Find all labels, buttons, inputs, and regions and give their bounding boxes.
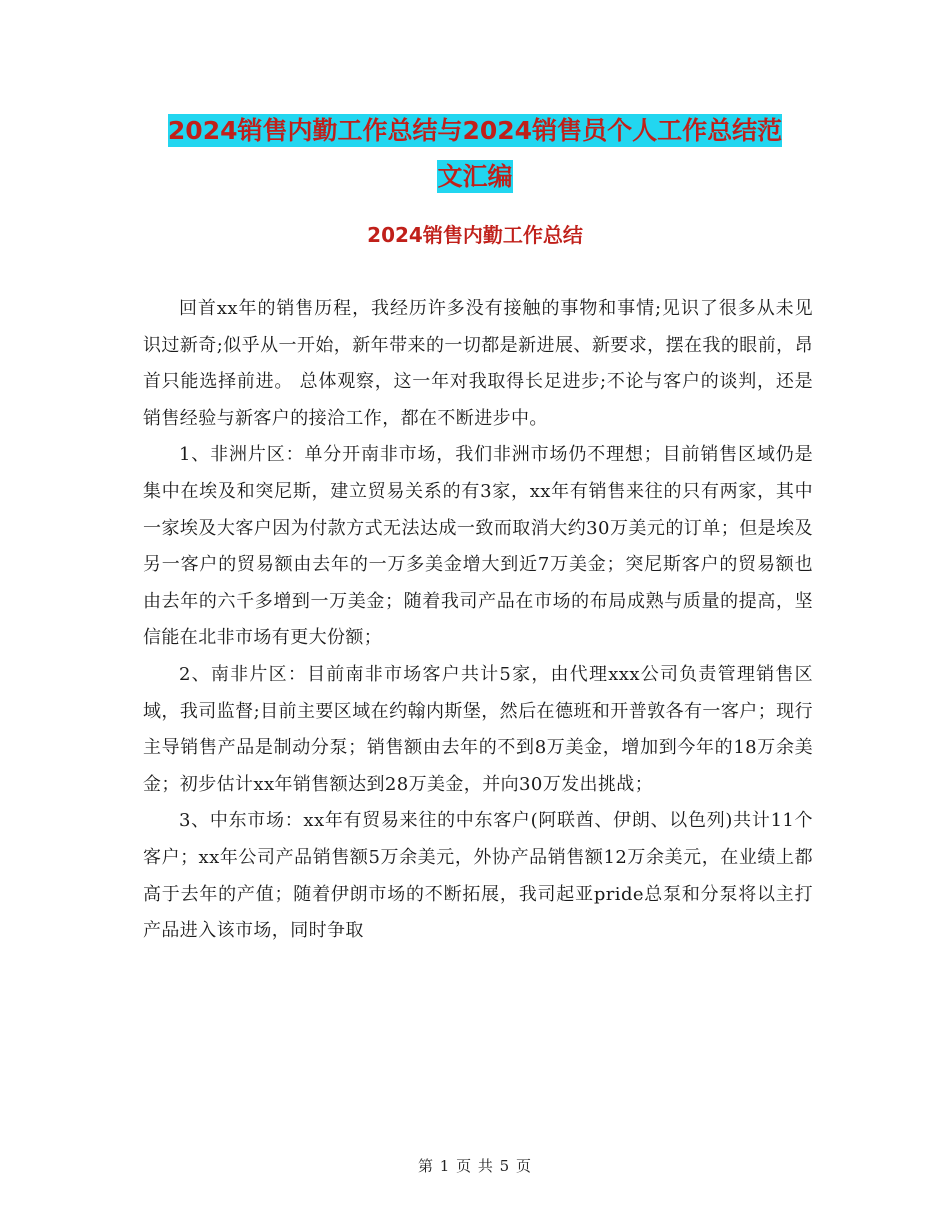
document-body (143, 291, 813, 950)
paragraph-intro: 回首xx年的销售历程，我经历许多没有接触的事物和事情;见识了很多从未见识过新奇;似乎从一开始，新年带来的一切都是新进展、新要求，摆在我的眼前，昂首只能选择前进。 总体观察，这一年对我取得长足进步;不论与客户的谈判，还是销售经验与新客户的接洽工作，都在不断进步中。 (143, 298, 813, 429)
paragraph-africa: 1、非洲片区：单分开南非市场，我们非洲市场仍不理想；目前销售区域仍是集中在埃及和突尼斯，建立贸易关系的有3家，xx年有销售来往的只有两家，其中一家埃及大客户因为付款方式无法达成一致而取消大约30万美元的订单；但是埃及另一客户的贸易额由去年的一万多美金增大到近7万美金；突尼斯客户的贸易额也由去年的六千多增到一万美金；随着我司产品在市场的布局成熟与质量的提高，坚信能在北非市场有更大份额； (143, 444, 813, 649)
paragraph-south-africa: 2、南非片区：目前南非市场客户共计5家，由代理xxx公司负责管理销售区域，我司监督;目前主要区域在约翰内斯堡，然后在德班和开普敦各有一客户；现行主导销售产品是制动分泵；销售额由去年的不到8万美金，增加到今年的18万余美金；初步估计xx年销售额达到28万美金，并向30万发出挑战； (143, 663, 813, 795)
section-heading: 2024销售内勤工作总结 (367, 223, 583, 247)
title-line-1: 2024销售内勤工作总结与2024销售员个人工作总结范 (167, 116, 783, 145)
paragraph-middle-east: 3、中东市场：xx年有贸易来往的中东客户(阿联酋、伊朗、以色列)共计11个客户；xx年公司产品销售额5万余美元，外协产品销售额12万余美元，在业绩上都高于去年的产值；随着伊朗市场的不断拓展，我司起亚pride总泵和分泵将以主打产品进入该市场，同时争取 (143, 810, 813, 942)
title-line-2: 文汇编 (437, 162, 513, 191)
document-title (0, 108, 950, 200)
page-number: 第 1 页 共 5 页 (418, 1157, 532, 1175)
